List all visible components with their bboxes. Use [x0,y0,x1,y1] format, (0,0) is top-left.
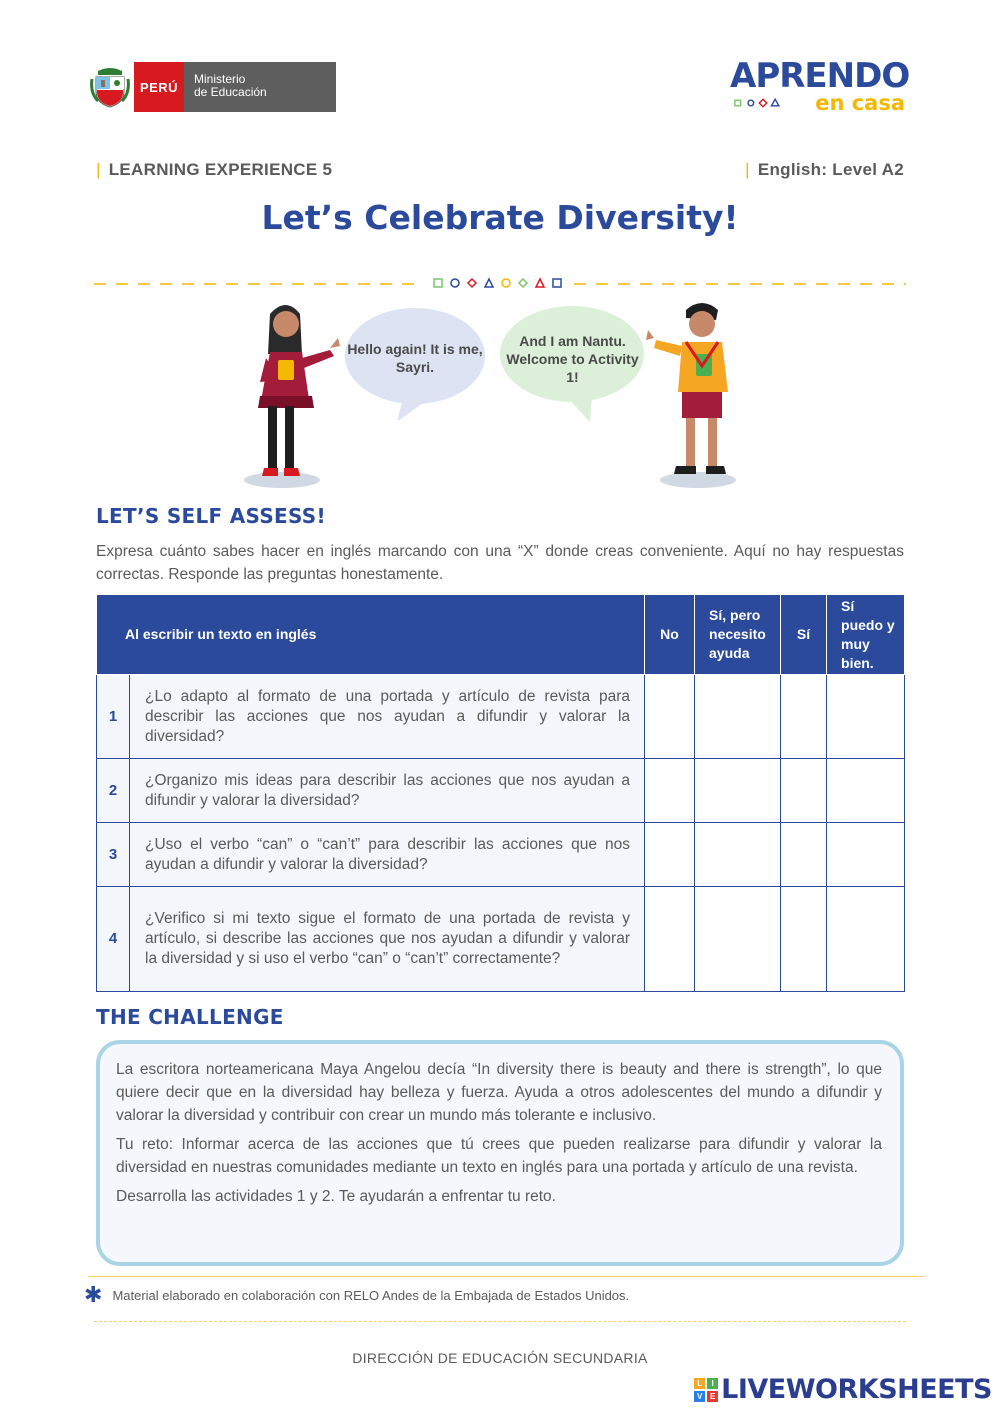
asterisk-icon: ✱ [84,1282,103,1307]
en-casa-text: en casa [815,91,905,115]
answer-cell-yes-very-well[interactable] [827,759,905,823]
answer-cell-yes-very-well[interactable] [827,823,905,887]
self-assessment-table [96,594,905,992]
nantu-speech-bubble [500,306,645,422]
row-number: 4 [97,887,130,992]
table-header-main: Al escribir un texto en inglés [97,595,645,675]
liveworksheets-logo [694,1374,992,1405]
answer-cell-no[interactable] [645,675,695,759]
shapes-icon [730,98,792,108]
answer-cell-yes[interactable] [781,759,827,823]
footnote-text: Material elaborado en colaboración con RELO Andes de la Embajada de Estados Unidos. [112,1287,630,1303]
learning-experience-text: LEARNING EXPERIENCE 5 [108,160,333,179]
sayri-character-icon [244,305,340,488]
coat-of-arms-icon [90,65,130,109]
challenge-box [96,1040,904,1266]
answer-cell-yes-very-well[interactable] [827,675,905,759]
level-text: English: Level A2 [757,160,904,179]
footer-dashed-divider [94,1321,906,1322]
label-bar-icon: | [96,160,101,179]
option-header-yes-need-help: Sí, pero necesito ayuda [695,595,781,675]
nantu-speech-text: And I am Nantu. Welcome to Activity 1! [506,333,639,385]
ministry-line2: de Educación [194,85,267,99]
answer-cell-yes-need-help[interactable] [695,759,781,823]
row-question: ¿Organizo mis ideas para describir las acciones que nos ayudan a difundir y valorar la diversidad? [130,759,645,823]
ministry-line1: Ministerio [194,72,246,86]
table-row [97,823,905,887]
answer-cell-yes-very-well[interactable] [827,887,905,992]
option-header-yes-very-well: Sí puedo y muy bien. [827,595,905,675]
self-assess-intro: Expresa cuánto sabes hacer en inglés marcando con una “X” donde creas conveniente. Aquí no hay respuestas correctas. Responde las preguntas honestamente. [96,543,904,583]
table-header-row [97,595,905,675]
answer-cell-yes-need-help[interactable] [695,823,781,887]
sayri-speech-text: Hello again! It is me, Sayri. [347,341,483,375]
answer-cell-yes-need-help[interactable] [695,675,781,759]
answer-cell-no[interactable] [645,887,695,992]
self-assess-heading: LET’S SELF ASSESS! [96,504,326,528]
page-title: Let’s Celebrate Diversity! [261,198,739,237]
row-question: ¿Verifico si mi texto sigue el formato de una portada de revista y artículo, si describe las acciones que nos ayudan a difundir y valorar la diversidad y si uso el verbo “can” o “can’t” correctamente? [130,887,645,992]
table-row [97,675,905,759]
row-number: 2 [97,759,130,823]
challenge-heading: THE CHALLENGE [96,1005,284,1029]
sayri-speech-bubble [345,308,485,420]
row-question: ¿Uso el verbo “can” o “can’t” para describir las acciones que nos ayudan a difundir y valorar la diversidad? [130,823,645,887]
answer-cell-yes[interactable] [781,887,827,992]
option-header-yes: Sí [781,595,827,675]
challenge-paragraph-2: Tu reto: Informar acerca de las acciones que tú crees que pueden realizarse para difundir y valorar la diversidad en nuestras comunidades mediante un texto en inglés para una portada y artículo de una revista. [116,1136,882,1176]
ministry-logo [90,62,336,112]
liveworksheets-text: LIVEWORKSHEETS [721,1374,992,1405]
answer-cell-no[interactable] [645,823,695,887]
answer-cell-yes-need-help[interactable] [695,887,781,992]
table-row [97,887,905,992]
aprendo-en-casa-logo [730,56,910,115]
challenge-paragraph-3: Desarrolla las actividades 1 y 2. Te ayudarán a enfrentar tu reto. [116,1188,556,1205]
footnote [84,1282,630,1307]
challenge-paragraph-1: La escritora norteamericana Maya Angelou decía “In diversity there is beauty and there is strength”, lo que quiere decir que en la diversidad hay belleza y fuerza. Ayuda a otros adolescentes del mundo a difundir y valorar la diversidad y contribuir con crear un mundo más tolerante e inclusivo. [116,1061,882,1124]
answer-cell-no[interactable] [645,759,695,823]
row-number: 3 [97,823,130,887]
answer-cell-yes[interactable] [781,675,827,759]
liveworksheets-icon: L I V E [694,1378,718,1402]
row-question: ¿Lo adapto al formato de una portada y artículo de revista para describir las acciones que nos ayudan a difundir y valorar la diversidad? [130,675,645,759]
aprendo-text: APRENDO [730,56,910,96]
option-header-no: No [645,595,695,675]
answer-cell-yes[interactable] [781,823,827,887]
direccion-label: DIRECCIÓN DE EDUCACIÓN SECUNDARIA [352,1350,648,1366]
learning-experience-label [96,160,332,180]
level-label [745,160,904,180]
ministry-name [184,62,336,112]
label-bar-icon: | [745,160,750,179]
table-row [97,759,905,823]
decorative-divider [94,276,906,292]
peru-label: PERÚ [134,62,184,112]
nantu-character-icon [646,303,736,488]
footer-divider [88,1276,924,1277]
row-number: 1 [97,675,130,759]
